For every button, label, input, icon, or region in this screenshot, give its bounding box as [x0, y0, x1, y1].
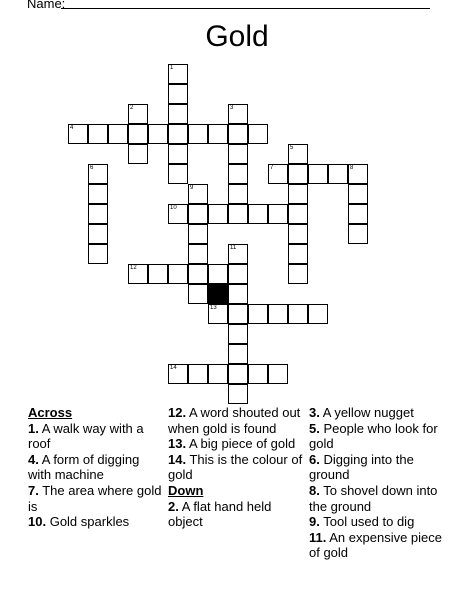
crossword-cell[interactable]: [68, 124, 88, 144]
clue-down-6: 6. Digging into the ground: [309, 451, 414, 483]
crossword-cell[interactable]: [228, 364, 248, 384]
crossword-cell[interactable]: [188, 244, 208, 264]
crossword-cell[interactable]: [188, 364, 208, 384]
clue-number: 13: [210, 305, 217, 311]
crossword-cell[interactable]: [188, 224, 208, 244]
clue-number: 6: [90, 165, 94, 171]
crossword-cell[interactable]: [248, 364, 268, 384]
crossword-cell[interactable]: [348, 224, 368, 244]
crossword-cell[interactable]: [288, 184, 308, 204]
crossword-cell[interactable]: [228, 344, 248, 364]
clue-number: 10: [170, 205, 177, 211]
crossword-cell[interactable]: [208, 124, 228, 144]
name-label: Name:: [27, 0, 66, 11]
clue-across-1: 1. A walk way with a roof: [28, 420, 144, 452]
clue-number: 11: [230, 245, 237, 251]
clues-column-2: [168, 405, 306, 530]
crossword-cell[interactable]: [268, 164, 288, 184]
clue-number: 1: [170, 65, 174, 71]
crossword-cell[interactable]: [288, 144, 308, 164]
clue-number: 14: [170, 365, 177, 371]
crossword-cell[interactable]: [168, 64, 188, 84]
crossword-cell[interactable]: [348, 184, 368, 204]
crossword-cell[interactable]: [228, 104, 248, 124]
clue-down-5: 5. People who look for gold: [309, 420, 438, 452]
clue-across-13: 13. A big piece of gold: [168, 436, 296, 452]
clue-across-14: 14. This is the colour of gold: [168, 451, 303, 483]
crossword-cell[interactable]: [208, 304, 228, 324]
crossword-cell[interactable]: [168, 104, 188, 124]
clue-across-12: 12. A word shouted out when gold is found: [168, 405, 301, 436]
crossword-cell[interactable]: [188, 264, 208, 284]
crossword-cell[interactable]: [268, 364, 288, 384]
crossword-cell[interactable]: [288, 164, 308, 184]
clue-across-4: 4. A form of digging with machine: [28, 451, 140, 483]
clue-down-2: 2. A flat hand held object: [168, 498, 272, 530]
clue-number: 8: [350, 165, 354, 171]
crossword-cell[interactable]: [208, 364, 228, 384]
clue-number: 9: [190, 185, 194, 191]
crossword-cell[interactable]: [188, 184, 208, 204]
clue-number: 12: [130, 265, 137, 271]
clue-down-11: 11. An expensive piece of gold: [309, 529, 443, 561]
crossword-cell[interactable]: [168, 144, 188, 164]
crossword-cell[interactable]: [308, 304, 328, 324]
crossword-cell[interactable]: [228, 264, 248, 284]
crossword-cell[interactable]: [248, 204, 268, 224]
crossword-cell[interactable]: [288, 244, 308, 264]
crossword-cell[interactable]: [228, 284, 248, 304]
crossword-cell[interactable]: [228, 184, 248, 204]
crossword-cell[interactable]: [308, 164, 328, 184]
crossword-cell[interactable]: [228, 144, 248, 164]
crossword-cell[interactable]: [148, 264, 168, 284]
clue-number: 5: [290, 145, 294, 151]
crossword-cell[interactable]: [268, 304, 288, 324]
clue-number: 7: [270, 165, 274, 171]
clues-column-3: [309, 405, 449, 561]
crossword-cell[interactable]: [88, 204, 108, 224]
crossword-cell[interactable]: [88, 164, 108, 184]
crossword-cell[interactable]: [188, 204, 208, 224]
crossword-cell[interactable]: [148, 124, 168, 144]
page-title: Gold: [205, 20, 269, 53]
crossword-cell[interactable]: [328, 164, 348, 184]
crossword-cell[interactable]: [248, 304, 268, 324]
crossword-cell[interactable]: [288, 204, 308, 224]
crossword-cell[interactable]: [108, 124, 128, 144]
crossword-cell[interactable]: [88, 224, 108, 244]
crossword-cell[interactable]: [228, 384, 248, 404]
crossword-cell[interactable]: [348, 164, 368, 184]
across-heading: Across: [28, 405, 73, 420]
crossword-cell[interactable]: [168, 84, 188, 104]
crossword-cell[interactable]: [128, 104, 148, 124]
clue-number: 2: [130, 105, 134, 111]
crossword-cell[interactable]: [228, 304, 248, 324]
crossword-cell[interactable]: [128, 264, 148, 284]
black-square: [208, 284, 228, 304]
crossword-cell[interactable]: [88, 124, 108, 144]
crossword-cell[interactable]: [288, 224, 308, 244]
crossword-cell[interactable]: [228, 124, 248, 144]
clue-down-9: 9. Tool used to dig: [309, 514, 415, 530]
crossword-cell[interactable]: [188, 124, 208, 144]
clue-number: 3: [230, 105, 234, 111]
crossword-cell[interactable]: [288, 264, 308, 284]
crossword-cell[interactable]: [88, 244, 108, 264]
crossword-cell[interactable]: [208, 264, 228, 284]
crossword-cell[interactable]: [188, 284, 208, 304]
crossword-cell[interactable]: [228, 204, 248, 224]
crossword-cell[interactable]: [248, 124, 268, 144]
crossword-cell[interactable]: [348, 204, 368, 224]
clue-down-3: 3. A yellow nugget: [309, 405, 414, 420]
crossword-cell[interactable]: [228, 324, 248, 344]
crossword-cell[interactable]: [268, 204, 288, 224]
crossword-cell[interactable]: [168, 364, 188, 384]
clue-across-10: 10. Gold sparkles: [28, 514, 130, 530]
clue-down-8: 8. To shovel down into the ground: [309, 482, 438, 514]
clue-number: 4: [70, 125, 74, 131]
crossword-cell[interactable]: [208, 204, 228, 224]
crossword-cell[interactable]: [288, 304, 308, 324]
crossword-cell[interactable]: [128, 124, 148, 144]
clue-across-7: 7. The area where gold is: [28, 482, 162, 514]
crossword-cell[interactable]: [88, 184, 108, 204]
clues-column-1: [28, 405, 166, 530]
crossword-cell[interactable]: [168, 264, 188, 284]
crossword-cell[interactable]: [228, 244, 248, 264]
down-heading: Down: [168, 482, 204, 498]
crossword-cell[interactable]: [168, 164, 188, 184]
crossword-cell[interactable]: [168, 124, 188, 144]
crossword-cell[interactable]: [228, 164, 248, 184]
crossword-cell[interactable]: [128, 144, 148, 164]
crossword-cell[interactable]: [168, 204, 188, 224]
